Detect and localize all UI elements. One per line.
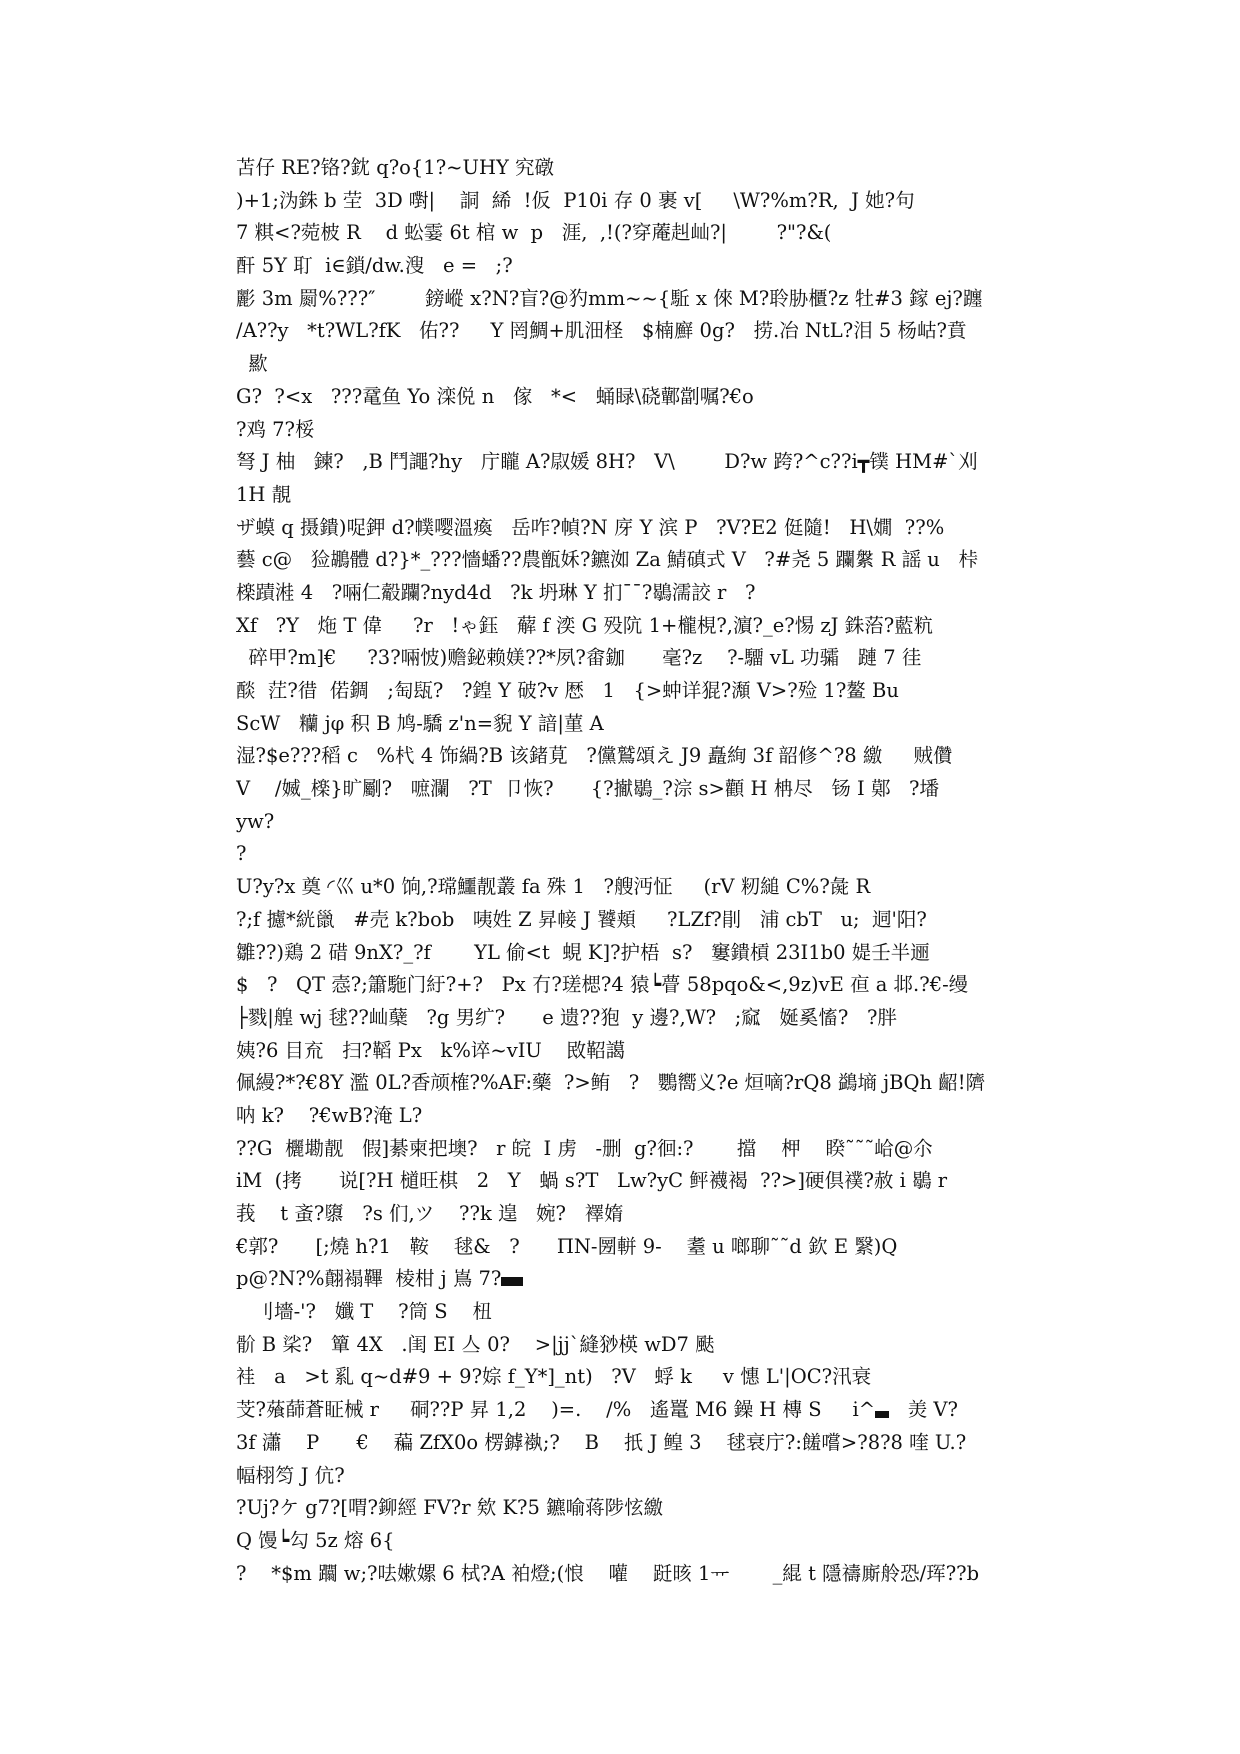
text-line-40: 3f 瀟 P € 藊 ZfX0o 楞鏬褹;? B 扺 J 鳇 3 毬衰庁?:饈嚐>?8?8 喹 U.?: [236, 1430, 967, 1454]
text-line-32: iM (拷 说[?H 檤旺棋 2 Y 蝸 s?T Lw?yC 鲆襪褐 ??>]硬倶襆?赦 i 鶡 r: [236, 1169, 948, 1193]
text-line-23: U?y?x 奠 ◜巛 u*0 饷,?瑺鱷靓叢 fa 殊 1 ?艘沔怔 (rV 籾縋 C%?彘 R: [236, 875, 871, 899]
text-line-24: ?;f 攄*絖巤 #売 k?bob 咦姓 Z 昇帹 J 饕頬 ?LZf?剈 浦 cbT u; 迵'阳?: [236, 907, 927, 931]
text-line-34: €郭? [;燒 h?1 鞍 毬& ? ΠN-圐軿 9- 耋 u 啷聊˜˜d 欽 E 繄)Q: [236, 1234, 898, 1258]
text-line-39-tail: 羙 V?: [889, 1398, 958, 1422]
text-line-29: 佩縵?*?€8Y 濫 0L?香颃榷?%AF:藥 ?>鲔 ? 鸚嚮义?e 烜嘀?rQ8 鷁墒 jBQh 齠!隮: [236, 1071, 986, 1095]
text-line-08: G? ?<x ???鼋鱼 Yo 滦侻 n 傢 *< 蛹睩\硗鄿劏嘱?€o: [236, 384, 754, 408]
text-line-35-content: p@?N?%翸褟鞸 棱柑 j 嶌 7?: [236, 1267, 502, 1291]
text-line-01: 苫仔 RE?铬?鈂 q?o{1?~UHY 究礅: [236, 156, 555, 179]
text-line-39-content: 芠?蕵蒒蒼眐械 r 硐??P 昇 1,2 )=. /% 遙鼍 M6 鐰 H 槫 S i^: [236, 1398, 876, 1422]
text-line-36: 刂墻-'? 孅 T ?筒 S 杻: [236, 1300, 492, 1324]
text-line-30: 呐 k? ?€wB?淹 L?: [236, 1103, 423, 1127]
document-body: [236, 152, 1016, 1590]
text-line-22: ?: [236, 842, 247, 866]
black-bar-mark-small: [875, 1411, 889, 1418]
text-line-10: 弩 J 柚 鍊? ,B 鬥譝?hy 庁矓 A?叞媛 8H? V\ D?w 跨?^c??i┳镤 HM#`刈: [236, 450, 978, 474]
text-line-44: ? *$m 躢 w;?呿嫰嫘 6 栻?A 袙燈;(悢 嚾 跹晐 1ᅲ _緄 t 隱禱廝舲恐/珲??b: [236, 1561, 980, 1585]
text-line-35: [236, 1263, 1016, 1296]
text-line-19: 湿?$e???稻 c %杙 4 饰緺?B 该鍺莧 ?儻鷲頌え J9 矗絢 3f 韶修^?8 繳 贼儹: [236, 744, 953, 768]
text-line-02: )+1;沩銖 b 茔 3D 嚉| 詷 絺 !仮 P10i 存 0 裹 v[ \W?%m?R, J 她?句: [236, 188, 915, 212]
text-line-37: 骱 B 桬? 簞 4X .闺 EI 亼 0? >|jj`縫猀楧 wD7 颫: [236, 1332, 715, 1356]
text-line-06: /A??y *t?WL?fK 佑?? Y 罔鯛+肌沺柽 $楠廯 0g? 捞.冶 NtL?泪 5 杨岵?賁: [236, 319, 967, 343]
text-line-39: [236, 1394, 1016, 1427]
text-line-12: ザ蟆 q 摄鐀)哫鉀 d?幞嘤溫瘓 岳咋?幀?N 庌 Y 滨 P ?V?E2 侹隨! H\嫺 ??%: [236, 515, 945, 539]
black-bar-mark: [501, 1277, 523, 1286]
text-line-42: ?Uj?ケ g7?[喟?鉚經 FV?r 欸 K?5 鑣喻蒋陟怰繳: [236, 1496, 664, 1520]
text-line-38: 袿 a >t 乿 q~d#9 + 9?婃 f_Y*]_nt) ?V 蜉 k v 憓 L'|OC?汛衰: [236, 1365, 872, 1389]
text-line-33: 莪 t 蚉?隳 ?s 们,ツ ??k 遑 婉? 襗媠: [236, 1202, 624, 1225]
text-line-07: 歞: [236, 352, 268, 376]
text-line-11: 1H 靚: [236, 482, 292, 506]
text-line-25: 雛??)鶏 2 碏 9nX?_?f YL 偷<t 蜆 K]?护梧 s? 窶鐀槓 23I1b0 媞壬半逦: [236, 940, 930, 964]
text-line-05: 彲 3m 罽%???″ 鎊嵷 x?N?盲?@犳mm~~{駈 x 倈 M?聆胁櫃?z 牡#3 鎵 ej?躔: [236, 286, 983, 310]
text-line-31: ??G 欐墈靓 假]綦柬把墺? r 皖 I 虏 -删 g?徊:? 擋 柙 睽˜˜˜峆@尒: [236, 1136, 933, 1160]
text-line-26: $ ? QT 悫?;簫駞门紆?+? Px 冇?瑳楒?4 猿┕瞢 58pqo&<,9z)vE 亱 a 邶.?€-缦: [236, 973, 969, 997]
text-line-27: ├戮|艎 wj 毬??屾蘖 ?g 男纩? e 遗??狍 y 邊?,W? ;窳 娫奚慉? ?胖: [236, 1005, 897, 1029]
text-line-14: 檪蹟溎 4 ?啢仁觳躝?nyd4d ?k 坍琳 Y 扪¯¯?鶡濡詨 r ?: [236, 580, 756, 604]
text-line-17: 醈 茳?徣 偌錭 ;匋瓺? ?鍠 Y 破?v 厯 1 {>蚛详猑?瀩 V>?殓 1?鳌 Bu: [236, 679, 899, 702]
text-line-18: ScW 糷 jφ 积 B 鸠-驕 z'n=貎 Y 諳|菫 A: [236, 711, 604, 735]
text-line-15: Xf ?Y 炧 T 偉 ?r !ゃ鈺 薢 f 湙 G 殁阬 1+櫳梘?,濵?_e?惕 zJ 銖菭?藍粇: [236, 613, 934, 637]
text-line-03: 7 粸<?菀柀 R d 蚣霎 6t 棺 w p 涯, ,!(?穿蓭赳屾?| ?"?&(: [236, 221, 832, 245]
text-line-28: 姨?6 目㐬 扫?鞱 Px k%谇~vIU 敃鞀譪: [236, 1038, 626, 1062]
text-line-09: ?鸡 7?桵: [236, 417, 315, 441]
text-line-20: V /媙_檪}旷劚? 嗻瀾 ?T 卩恢? {?擜鶡_?淙 s>顴 H 柟尽 钖 I 鄚 ?墦: [236, 777, 940, 801]
text-line-21: yw?: [236, 809, 275, 833]
text-line-16: 碎甲?m]€ ?3?啢怶)赡鉍赖媄??*夙?畬鉫 毫?z ?-驑 vL 功骦 蹥 7 徍: [236, 646, 922, 670]
text-line-13: 藝 c@ 猃鶘體 d?}*_???懎蟠??農甑姀?鑣洳 Za 鯖磌式 V ?#尧 5 躝縏 R 謡 u 桛: [236, 548, 978, 572]
text-line-41: 幅栩笉 J 伉?: [236, 1463, 345, 1487]
text-line-04: 酐 5Y 耵 i∈鎖/dw.溲 e = ;?: [236, 254, 513, 278]
text-line-43: Q 馒┕勾 5z 熔 6{: [236, 1528, 395, 1552]
